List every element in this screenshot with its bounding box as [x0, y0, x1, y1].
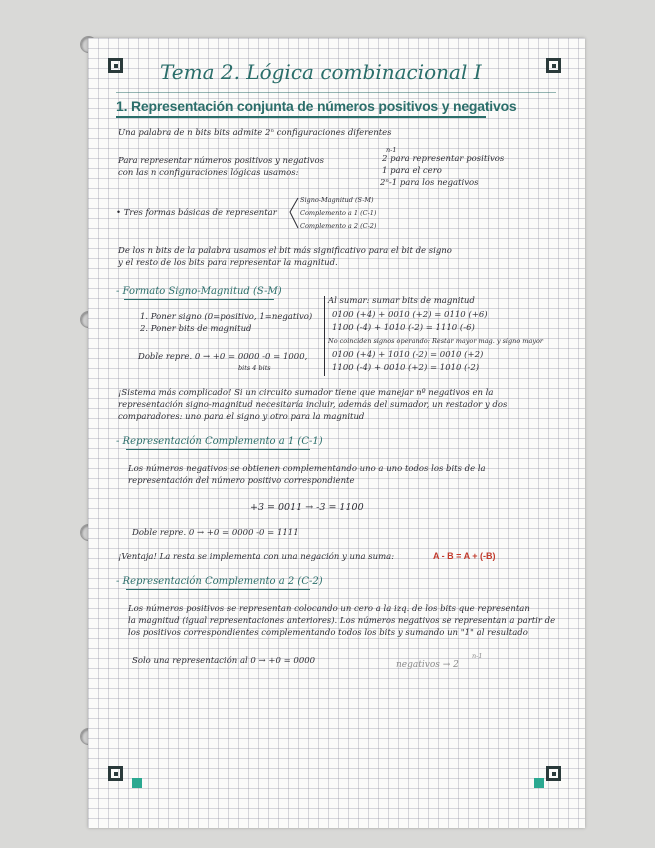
- form-c1: Complemento a 1 (C-1): [300, 209, 377, 217]
- sm-no-match-note: No coinciden signos operando: Restar mayor mag. y signo mayor: [328, 337, 544, 345]
- c1-double-rep: Doble repre. 0 → +0 = 0000 -0 = 1111: [132, 528, 299, 538]
- c1-text-line1: Los números negativos se obtienen complementando uno a uno todos los bits de la: [128, 464, 486, 474]
- usage-zero: 1 para el cero: [382, 166, 442, 176]
- margin-note: negativos → 2: [396, 660, 459, 670]
- usage-positive: 2 para representar positivos: [382, 154, 505, 164]
- c2-single-rep: Solo una representación al 0 → +0 = 0000: [132, 656, 316, 666]
- sm-comment-line1: ¡Sistema más complicado! Si un circuito sumador tiene que manejar nº negativos en la: [118, 388, 494, 398]
- form-c2: Complemento a 2 (C-2): [300, 222, 377, 230]
- section-underline: [116, 116, 486, 118]
- accent-square-bl: [132, 778, 142, 788]
- msb-text-line1: De los n bits de la palabra usamos el bit más significativo para el bit de signo: [118, 246, 452, 256]
- corner-marker-tr: [546, 58, 561, 73]
- exponent-label: n-1: [386, 146, 397, 154]
- form-sm: Signo-Magnitud (S-M): [300, 196, 374, 204]
- page-title: Tema 2. Lógica combinacional I: [160, 60, 482, 84]
- corner-marker-bl: [108, 766, 123, 781]
- c1-text-line2: representación del número positivo correspondiente: [128, 476, 355, 486]
- notebook-page: [88, 38, 585, 828]
- bracket-icon: [286, 196, 300, 230]
- sm-comment-line2: representación signo-magnitud necesitaría incluir, además del sumador, un restador y dos: [118, 400, 508, 410]
- sm-double-note: bits 4 bits: [238, 364, 271, 372]
- sm-sum-4: 1100 (-4) + 0010 (+2) = 1010 (-2): [332, 363, 480, 373]
- c2-heading: - Representación Complemento a 2 (C-2): [116, 576, 323, 587]
- sm-heading-underline: [124, 299, 274, 300]
- sm-sum-2: 1100 (-4) + 1010 (-2) = 1110 (-6): [332, 323, 475, 333]
- para-numbers-line2: con las n configuraciones lógicas usamos:: [118, 168, 299, 178]
- c2-text-line3: los positivos correspondientes complementando todos los bits y sumando un "1" al resultado: [128, 628, 528, 638]
- para-numbers-line1: Para representar números positivos y negativos: [118, 156, 324, 166]
- c1-example: +3 = 0011 → -3 = 1100: [250, 502, 364, 513]
- usage-negative: 2ⁿ-1 para los negativos: [380, 178, 479, 188]
- corner-marker-br: [546, 766, 561, 781]
- forms-label: • Tres formas básicas de representar: [116, 208, 277, 218]
- sm-heading: - Formato Signo-Magnitud (S-M): [116, 286, 282, 297]
- sm-comment-line3: comparadores: uno para el signo y otro para la magnitud: [118, 412, 365, 422]
- c2-text-line2: la magnitud (igual representaciones anteriores). Los números negativos se representan a partir de: [128, 616, 556, 626]
- c1-advantage-text: ¡Ventaja! La resta se implementa con una negación y una suma:: [118, 552, 395, 562]
- c1-advantage-formula: A - B = A + (-B): [433, 551, 496, 561]
- sm-sum-3: 0100 (+4) + 1010 (-2) = 0010 (+2): [332, 350, 484, 360]
- sm-sum-1: 0100 (+4) + 0010 (+2) = 0110 (+6): [332, 310, 488, 320]
- c1-heading: - Representación Complemento a 1 (C-1): [116, 436, 323, 447]
- sm-double-rep: Doble repre. 0 → +0 = 0000 -0 = 1000,: [138, 352, 308, 362]
- title-underline: [116, 92, 556, 93]
- accent-square-br: [534, 778, 544, 788]
- msb-text-line2: y el resto de los bits para representar la magnitud.: [118, 258, 338, 268]
- corner-marker-tl: [108, 58, 123, 73]
- sm-sum-heading: Al sumar: sumar bits de magnitud: [328, 296, 475, 306]
- section-heading: 1. Representación conjunta de números positivos y negativos: [116, 98, 517, 114]
- c2-heading-underline: [126, 589, 310, 590]
- intro-text: Una palabra de n bits bits admite 2ⁿ configuraciones diferentes: [118, 128, 392, 138]
- c1-heading-underline: [126, 449, 310, 450]
- margin-note-exponent: n-1: [472, 652, 483, 660]
- sm-rule-1: 1. Poner signo (0=positivo, 1=negativo): [140, 312, 313, 322]
- c2-text-line1: Los números positivos se representan colocando un cero a la izq. de los bits que representan: [128, 604, 530, 614]
- sm-rule-2: 2. Poner bits de magnitud: [140, 324, 252, 334]
